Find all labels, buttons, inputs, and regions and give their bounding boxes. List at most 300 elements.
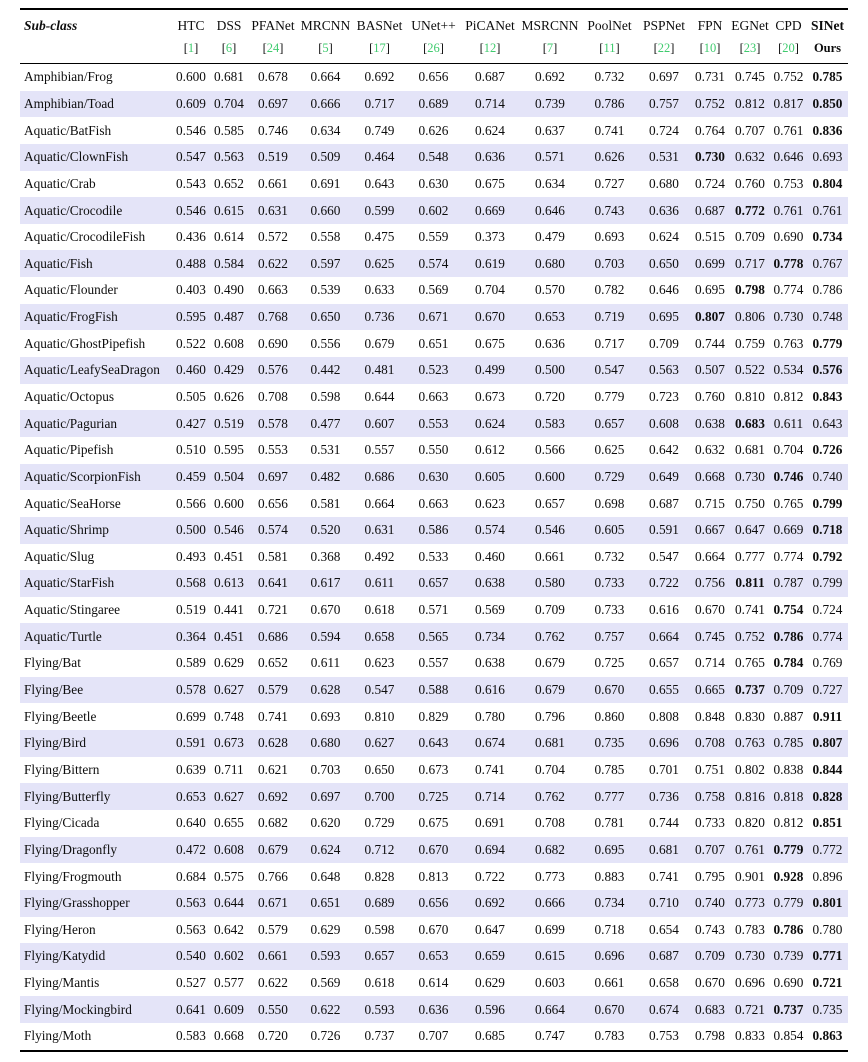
score-cell: 0.773 — [735, 895, 765, 911]
subclass-cell: Aquatic/StarFish — [24, 575, 115, 591]
score-cell-best: 0.784 — [773, 655, 804, 671]
score-cell: 0.594 — [310, 628, 341, 644]
score-cell: 0.744 — [695, 335, 725, 351]
score-cell: 0.756 — [695, 575, 725, 591]
score-cell: 0.854 — [773, 1028, 804, 1044]
score-cell: 0.724 — [649, 122, 679, 138]
score-cell: 0.613 — [214, 575, 244, 591]
subclass-cell: Aquatic/Octopus — [24, 389, 115, 404]
score-cell: 0.717 — [735, 255, 765, 271]
score-cell: 0.697 — [258, 468, 288, 484]
score-cell: 0.531 — [310, 442, 341, 458]
column-header-dss — [210, 9, 248, 64]
score-cell: 0.682 — [258, 815, 288, 831]
subclass-cell: Flying/Bat — [24, 655, 81, 671]
score-cell: 0.745 — [695, 628, 725, 644]
score-cell: 0.492 — [364, 548, 395, 564]
score-cell: 0.729 — [364, 815, 395, 831]
score-cell: 0.740 — [812, 468, 843, 484]
score-cell: 0.714 — [475, 95, 505, 111]
score-cell: 0.812 — [773, 389, 804, 404]
score-cell: 0.752 — [773, 69, 804, 85]
score-cell: 0.636 — [535, 335, 565, 351]
score-cell: 0.527 — [176, 975, 206, 991]
score-cell-best: 0.911 — [812, 708, 843, 724]
table-row — [20, 277, 848, 304]
score-cell: 0.860 — [594, 708, 625, 724]
score-cell: 0.585 — [214, 122, 244, 138]
score-cell: 0.429 — [214, 362, 244, 378]
score-cell: 0.652 — [258, 655, 288, 671]
score-cell: 0.661 — [535, 548, 565, 564]
table-row — [20, 357, 848, 384]
score-cell: 0.624 — [649, 229, 679, 245]
score-cell: 0.691 — [310, 175, 341, 191]
score-cell: 0.534 — [773, 362, 804, 378]
score-cell: 0.563 — [176, 895, 206, 911]
score-cell: 0.623 — [364, 655, 395, 671]
score-cell: 0.611 — [364, 575, 395, 591]
citation-ref: [23] — [739, 41, 761, 55]
table-row — [20, 890, 848, 917]
score-cell-best: 0.851 — [812, 815, 843, 831]
score-cell: 0.693 — [594, 229, 625, 245]
score-cell: 0.608 — [214, 335, 244, 351]
score-cell: 0.649 — [649, 468, 679, 484]
score-cell: 0.828 — [364, 868, 395, 884]
citation-ref: [7] — [542, 41, 558, 55]
score-cell: 0.656 — [418, 895, 449, 911]
score-cell: 0.661 — [594, 975, 625, 991]
subclass-cell: Aquatic/Stingaree — [24, 602, 120, 618]
score-cell: 0.704 — [773, 442, 804, 458]
subclass-cell: Flying/Katydid — [24, 948, 106, 964]
score-cell: 0.628 — [258, 735, 288, 751]
subclass-cell: Flying/Beetle — [24, 708, 97, 724]
score-cell: 0.615 — [214, 202, 244, 218]
score-cell: 0.657 — [594, 415, 625, 431]
subclass-cell: Flying/Bee — [24, 682, 84, 698]
score-cell: 0.646 — [773, 149, 804, 165]
score-cell: 0.591 — [649, 522, 679, 538]
table-row — [20, 837, 848, 864]
score-cell: 0.687 — [649, 495, 679, 511]
score-cell: 0.616 — [649, 602, 679, 618]
subclass-cell: Aquatic/GhostPipefish — [24, 335, 146, 351]
score-cell: 0.663 — [258, 282, 288, 298]
score-cell: 0.735 — [812, 1001, 843, 1017]
score-cell: 0.593 — [310, 948, 341, 964]
score-cell: 0.741 — [475, 761, 505, 777]
table-row — [20, 91, 848, 118]
score-cell-best: 0.726 — [812, 442, 843, 458]
score-cell: 0.595 — [214, 442, 244, 458]
score-cell: 0.887 — [773, 708, 804, 724]
subclass-cell: Aquatic/Turtle — [24, 628, 102, 644]
method-name: SINet — [811, 18, 844, 33]
table-row — [20, 650, 848, 677]
score-cell: 0.739 — [535, 95, 565, 111]
score-cell: 0.761 — [773, 122, 804, 138]
score-cell: 0.622 — [258, 255, 288, 271]
score-cell: 0.520 — [310, 522, 341, 538]
score-cell: 0.901 — [735, 868, 765, 884]
score-cell: 0.796 — [535, 708, 565, 724]
score-cell: 0.896 — [812, 868, 843, 884]
column-header-sinet — [807, 9, 848, 64]
score-cell: 0.664 — [695, 548, 725, 564]
score-cell: 0.741 — [258, 708, 288, 724]
score-cell: 0.583 — [535, 415, 565, 431]
score-cell: 0.753 — [773, 175, 804, 191]
score-cell-best: 0.746 — [773, 468, 804, 484]
score-cell: 0.547 — [364, 682, 395, 698]
method-name: MRCNN — [300, 18, 351, 33]
table-header — [20, 9, 848, 64]
score-cell-best: 0.576 — [812, 362, 843, 378]
citation-ref: [12] — [479, 41, 501, 55]
score-cell: 0.499 — [475, 362, 505, 378]
score-cell: 0.626 — [418, 122, 449, 138]
method-name: PiCANet — [465, 18, 515, 33]
score-cell: 0.644 — [364, 389, 395, 404]
subclass-cell: Flying/Butterfly — [24, 788, 111, 804]
score-cell: 0.626 — [594, 149, 625, 165]
score-cell: 0.689 — [418, 95, 449, 111]
score-cell: 0.715 — [695, 495, 725, 511]
score-cell: 0.609 — [176, 95, 206, 111]
score-cell: 0.614 — [214, 229, 244, 245]
subclass-cell: Amphibian/Frog — [24, 69, 113, 85]
score-cell: 0.812 — [735, 95, 765, 111]
score-cell: 0.704 — [535, 761, 565, 777]
subclass-cell: Aquatic/FrogFish — [24, 309, 118, 325]
score-cell: 0.736 — [649, 788, 679, 804]
score-cell: 0.833 — [735, 1028, 765, 1044]
subclass-cell: Flying/Heron — [24, 921, 96, 937]
score-cell: 0.747 — [535, 1028, 565, 1044]
score-cell: 0.774 — [812, 628, 843, 644]
score-cell: 0.733 — [594, 602, 625, 618]
score-cell: 0.733 — [594, 575, 625, 591]
score-cell: 0.620 — [310, 815, 341, 831]
table-row — [20, 250, 848, 277]
score-cell: 0.583 — [176, 1028, 206, 1044]
score-cell: 0.563 — [176, 921, 206, 937]
score-cell: 0.678 — [258, 69, 288, 85]
method-name: HTC — [177, 18, 205, 33]
subclass-cell: Flying/Mockingbird — [24, 1001, 132, 1017]
score-cell: 0.569 — [418, 282, 449, 298]
score-cell: 0.830 — [735, 708, 765, 724]
score-cell: 0.816 — [735, 788, 765, 804]
score-cell: 0.707 — [695, 841, 725, 857]
score-cell: 0.515 — [695, 229, 725, 245]
subclass-cell: Aquatic/Fish — [24, 255, 93, 271]
score-cell: 0.657 — [418, 575, 449, 591]
score-cell: 0.472 — [176, 841, 206, 857]
score-cell: 0.810 — [735, 389, 765, 404]
score-cell: 0.631 — [364, 522, 395, 538]
score-cell: 0.630 — [418, 468, 449, 484]
score-cell: 0.643 — [364, 175, 395, 191]
score-cell: 0.774 — [773, 548, 804, 564]
score-cell: 0.566 — [535, 442, 565, 458]
score-cell: 0.668 — [214, 1028, 244, 1044]
score-cell: 0.655 — [649, 682, 679, 698]
score-cell: 0.571 — [418, 602, 449, 618]
score-cell: 0.682 — [535, 841, 565, 857]
table-row — [20, 544, 848, 571]
score-cell: 0.694 — [475, 841, 505, 857]
score-cell: 0.596 — [475, 1001, 505, 1017]
score-cell: 0.648 — [310, 868, 341, 884]
score-cell: 0.600 — [535, 468, 565, 484]
table-row — [20, 490, 848, 517]
column-header-msrcnn — [519, 9, 581, 64]
score-cell: 0.634 — [310, 122, 341, 138]
citation-ref: [24] — [262, 41, 284, 55]
score-cell: 0.691 — [475, 815, 505, 831]
score-cell: 0.586 — [418, 522, 449, 538]
score-cell: 0.730 — [735, 948, 765, 964]
score-cell-best: 0.804 — [812, 175, 843, 191]
table-row — [20, 783, 848, 810]
score-cell: 0.690 — [258, 335, 288, 351]
score-cell: 0.572 — [258, 229, 288, 245]
score-cell: 0.690 — [773, 229, 804, 245]
subclass-cell: Aquatic/Pagurian — [24, 415, 118, 431]
score-cell-best: 0.801 — [812, 895, 843, 911]
score-cell-best: 0.718 — [812, 522, 843, 538]
score-cell: 0.574 — [475, 522, 505, 538]
score-cell: 0.735 — [594, 735, 625, 751]
score-cell: 0.656 — [418, 69, 449, 85]
score-cell: 0.509 — [310, 149, 341, 165]
score-cell: 0.579 — [258, 682, 288, 698]
score-cell: 0.563 — [214, 149, 244, 165]
table-row — [20, 330, 848, 357]
score-cell: 0.636 — [649, 202, 679, 218]
subclass-cell: Aquatic/Pipefish — [24, 442, 114, 458]
table-row — [20, 943, 848, 970]
score-cell: 0.782 — [594, 282, 625, 298]
score-cell: 0.817 — [773, 95, 804, 111]
column-header-picanet — [461, 9, 519, 64]
column-header-cpd — [770, 9, 807, 64]
score-cell: 0.680 — [310, 735, 341, 751]
score-cell: 0.664 — [535, 1001, 565, 1017]
subclass-cell: Aquatic/BatFish — [24, 122, 112, 138]
score-cell: 0.696 — [649, 735, 679, 751]
score-cell: 0.726 — [310, 1028, 341, 1044]
score-cell: 0.739 — [773, 948, 804, 964]
ours-label: Ours — [813, 41, 842, 55]
score-cell: 0.427 — [176, 415, 206, 431]
score-cell: 0.490 — [214, 282, 244, 298]
score-cell: 0.748 — [812, 309, 843, 325]
score-cell-best: 0.737 — [773, 1001, 804, 1017]
score-cell: 0.711 — [214, 761, 244, 777]
score-cell: 0.627 — [364, 735, 395, 751]
score-cell: 0.697 — [649, 69, 679, 85]
score-cell: 0.522 — [176, 335, 206, 351]
score-cell: 0.779 — [594, 389, 625, 404]
score-cell: 0.597 — [310, 255, 341, 271]
score-cell: 0.605 — [594, 522, 625, 538]
score-cell: 0.644 — [214, 895, 244, 911]
score-cell: 0.618 — [364, 975, 395, 991]
subclass-cell: Flying/Bird — [24, 735, 87, 751]
score-cell: 0.748 — [214, 708, 244, 724]
score-cell: 0.451 — [214, 628, 244, 644]
score-cell: 0.650 — [310, 309, 341, 325]
score-cell: 0.373 — [475, 229, 505, 245]
score-cell: 0.785 — [594, 761, 625, 777]
score-cell: 0.741 — [649, 868, 679, 884]
score-cell-best: 0.844 — [812, 761, 843, 777]
score-cell: 0.763 — [773, 335, 804, 351]
score-cell: 0.599 — [364, 202, 395, 218]
score-cell: 0.575 — [214, 868, 244, 884]
score-cell: 0.695 — [649, 309, 679, 325]
score-cell: 0.639 — [176, 761, 206, 777]
subclass-cell: Aquatic/ClownFish — [24, 149, 129, 165]
score-cell-best: 0.771 — [812, 948, 843, 964]
score-cell: 0.717 — [594, 335, 625, 351]
score-cell: 0.546 — [176, 122, 206, 138]
score-cell: 0.617 — [310, 575, 341, 591]
score-cell: 0.783 — [735, 921, 765, 937]
score-cell: 0.577 — [214, 975, 244, 991]
score-cell: 0.795 — [695, 868, 725, 884]
score-cell: 0.559 — [418, 229, 449, 245]
score-cell: 0.651 — [418, 335, 449, 351]
score-cell: 0.741 — [735, 602, 765, 618]
score-cell: 0.475 — [364, 229, 395, 245]
table-row — [20, 464, 848, 491]
score-cell-best: 0.785 — [812, 69, 843, 85]
score-cell: 0.714 — [695, 655, 725, 671]
score-cell: 0.523 — [418, 362, 449, 378]
score-cell: 0.543 — [176, 175, 206, 191]
score-cell: 0.547 — [176, 149, 206, 165]
score-cell-best: 0.778 — [773, 255, 804, 271]
score-cell: 0.777 — [735, 548, 765, 564]
score-cell: 0.663 — [418, 389, 449, 404]
score-cell: 0.616 — [475, 682, 505, 698]
score-cell: 0.403 — [176, 282, 206, 298]
score-cell: 0.605 — [475, 468, 505, 484]
score-cell: 0.550 — [418, 442, 449, 458]
score-cell: 0.720 — [258, 1028, 288, 1044]
score-cell: 0.766 — [258, 868, 288, 884]
table-row — [20, 517, 848, 544]
score-cell: 0.730 — [735, 468, 765, 484]
table-row — [20, 597, 848, 624]
score-cell: 0.717 — [364, 95, 395, 111]
score-cell: 0.708 — [535, 815, 565, 831]
score-cell: 0.707 — [418, 1028, 449, 1044]
score-cell: 0.652 — [214, 175, 244, 191]
score-cell: 0.687 — [475, 69, 505, 85]
score-cell: 0.636 — [418, 1001, 449, 1017]
score-cell: 0.663 — [418, 495, 449, 511]
score-cell: 0.740 — [695, 895, 725, 911]
score-cell: 0.488 — [176, 255, 206, 271]
subclass-cell: Aquatic/ScorpionFish — [24, 468, 141, 484]
score-cell-best: 0.772 — [735, 202, 765, 218]
score-cell: 0.505 — [176, 389, 206, 404]
score-cell: 0.580 — [535, 575, 565, 591]
score-cell: 0.624 — [310, 841, 341, 857]
score-cell: 0.734 — [594, 895, 625, 911]
score-cell: 0.714 — [475, 788, 505, 804]
score-cell: 0.641 — [176, 1001, 206, 1017]
score-cell: 0.653 — [418, 948, 449, 964]
score-cell: 0.686 — [364, 468, 395, 484]
score-cell: 0.674 — [475, 735, 505, 751]
method-name: PFANet — [251, 18, 295, 33]
score-cell: 0.664 — [310, 69, 341, 85]
score-cell: 0.751 — [695, 761, 725, 777]
score-cell: 0.743 — [695, 921, 725, 937]
citation-ref: [22] — [653, 41, 675, 55]
score-cell: 0.643 — [812, 415, 843, 431]
score-cell: 0.600 — [214, 495, 244, 511]
score-cell: 0.692 — [475, 895, 505, 911]
column-header-unet — [406, 9, 461, 64]
score-cell: 0.746 — [258, 122, 288, 138]
score-cell: 0.593 — [364, 1001, 395, 1017]
score-cell: 0.709 — [773, 682, 804, 698]
score-cell: 0.546 — [176, 202, 206, 218]
score-cell: 0.612 — [475, 442, 505, 458]
score-cell: 0.693 — [812, 149, 843, 165]
score-cell: 0.806 — [735, 309, 765, 325]
score-cell: 0.602 — [418, 202, 449, 218]
score-cell: 0.762 — [535, 628, 565, 644]
score-cell: 0.764 — [695, 122, 725, 138]
score-cell: 0.546 — [214, 522, 244, 538]
score-cell: 0.670 — [695, 602, 725, 618]
score-cell: 0.697 — [258, 95, 288, 111]
column-header-htc — [172, 9, 210, 64]
score-cell: 0.818 — [773, 788, 804, 804]
score-cell: 0.729 — [594, 468, 625, 484]
column-header-egnet — [730, 9, 770, 64]
score-cell: 0.669 — [475, 202, 505, 218]
subclass-cell: Aquatic/Shrimp — [24, 522, 109, 538]
score-cell: 0.787 — [773, 575, 804, 591]
score-cell: 0.730 — [773, 309, 804, 325]
score-cell: 0.708 — [258, 389, 288, 404]
score-cell: 0.763 — [735, 735, 765, 751]
score-cell: 0.719 — [594, 309, 625, 325]
score-cell: 0.670 — [475, 309, 505, 325]
score-cell: 0.698 — [594, 495, 625, 511]
table-row — [20, 437, 848, 464]
score-cell: 0.798 — [695, 1028, 725, 1044]
score-cell: 0.642 — [214, 921, 244, 937]
score-cell: 0.686 — [258, 628, 288, 644]
subclass-cell: Flying/Bittern — [24, 761, 100, 777]
score-cell: 0.653 — [535, 309, 565, 325]
score-cell: 0.703 — [310, 761, 341, 777]
score-cell: 0.679 — [535, 682, 565, 698]
score-cell: 0.653 — [176, 788, 206, 804]
score-cell: 0.658 — [649, 975, 679, 991]
